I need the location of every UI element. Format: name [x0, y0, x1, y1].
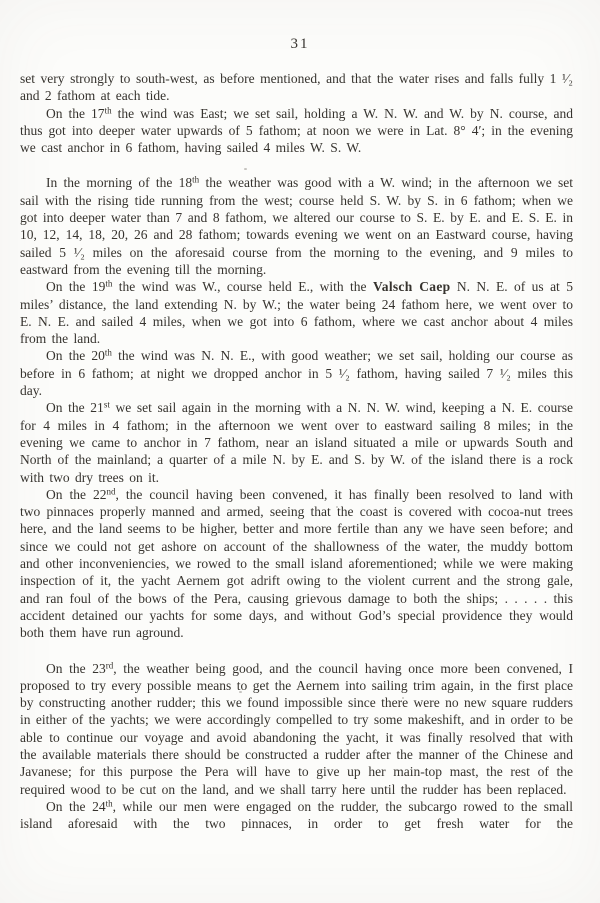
text-run: , while our men were engaged on the rudder, the subcargo rowed to the small island aforesaid with the two pinnaces, in order to get fresh water for the — [20, 798, 573, 832]
scan-speck — [336, 506, 338, 508]
ordinal-superscript: th — [105, 278, 113, 289]
ordinal-superscript: nd — [106, 486, 116, 497]
paragraph-22nd — [20, 486, 573, 642]
ordinal-superscript: th — [105, 798, 113, 809]
paragraph-17th — [20, 105, 573, 157]
ordinal-superscript: th — [104, 347, 112, 358]
text-run: On the 22 — [46, 486, 107, 502]
paragraph-19th — [20, 278, 573, 347]
paragraph-continuation — [20, 70, 573, 105]
scan-speck — [244, 168, 247, 170]
page-number: 31 — [290, 36, 310, 52]
place-name-bold: Valsch Caep — [372, 279, 451, 295]
text-run: On the 23 — [46, 660, 106, 676]
text-run: N. N. E. of us at 5 miles’ distance, the land extending N. by W.; the water being 24 fathom here, we went over to E. N. E. and sailed 4 miles, when we got into 6 fathom, where we cast anchor about 4 miles from the land. — [20, 279, 573, 347]
text-run: In the morning of the 18 — [46, 175, 193, 191]
text-run: On the 21 — [46, 400, 104, 416]
text-run: On the 19 — [46, 279, 106, 295]
scan-speck — [239, 691, 242, 693]
page-body — [20, 70, 573, 832]
ordinal-superscript: rd — [105, 660, 114, 670]
text-run: we set sail again in the morning with a N. N. W. wind, keeping a N. E. course for 4 miles in 4 fathom; in the afternoon we went over to eastward sailing 8 miles; in the evening we came to anchor in 7 fathom, near an island situated a mile or upwards South and North of the mainland; a quarter of a mile N. by E. and S. by W. of the island there is a rock with two dry trees on it. — [20, 400, 573, 485]
text-run: On the 24 — [46, 798, 106, 814]
text-run: On the 20 — [46, 348, 105, 364]
ordinal-superscript: th — [192, 174, 200, 185]
paragraph-24th — [20, 798, 573, 833]
text-run: the weather was good with a W. wind; in the afternoon we set sail with the rising tide running from the west; course held S. W. by S. in 6 fathom; when we got into deeper water than 7 and 8 fathom, we altered our course to S. E. by E. and E. S. E. in 10, 12, 14, 18, 20, 26 and 28 fathom; towards evening we went on an Eastward course, having sailed 5 ¹⁄₂ miles on the aforesaid course from the morning to the evening, and 9 miles to eastward from the evening till the morning. — [20, 175, 573, 277]
scan-speck — [402, 697, 404, 699]
paragraph-21st — [20, 399, 573, 485]
text-run: On the 17 — [46, 105, 105, 121]
text-run: the wind was W., course held E., with the — [112, 279, 373, 295]
ordinal-superscript: th — [104, 105, 112, 116]
text-run: , the council having been convened, it has finally been resolved to land with two pinnaces properly manned and armed, seeing that the coast is covered with cocoa-nut trees here, and the land seems to be higher, better and more fertile than any we have seen before; and since we could not get ashore on account of the shallowness of the water, the muddy bottom and other inconveniencies, we rowed to the small island aforementioned; while we were making inspection of it, the yacht Aernem got adrift owing to the violent current and the strong gale, and ran foul of the bows of the Pera, causing grievous damage to both the ships; . . . . . this accident detained our yachts for some days, and without God’s special providence they would both them have run aground. — [20, 486, 573, 641]
text-run: the wind was N. N. E., with good weather; we set sail, holding our course as before in 6 fathom; at night we dropped anchor in 5 ¹⁄₂ fathom, having sailed 7 ¹⁄₂ miles this day. — [20, 348, 573, 399]
paragraph-23rd — [20, 660, 573, 798]
text-run: set very strongly to south-west, as before mentioned, and that the water rises and falls fully 1 ¹⁄₂ and 2 fathom at each tide. — [20, 71, 573, 104]
ordinal-superscript: st — [103, 399, 110, 410]
text-run: the wind was East; we set sail, holding a W. N. W. and W. by N. course, and thus got into deeper water upwards of 5 fathom; at noon we were in Lat. 8° 4′; in the evening we cast anchor in 6 fathom, having sailed 4 miles W. S. W. — [20, 105, 573, 156]
paragraph-18th — [20, 174, 573, 278]
text-run: , the weather being good, and the council having once more been convened, I proposed to try every possible means to get the Aernem into sailing trim again, in the first place by constructing another rudder; this we found impossible since there were no new square rudders in either of the yachts; we were accordingly compelled to try some makeshift, and in order to be able to continue our voyage and avoid abandoning the yacht, it was finally resolved that with the available materials there should be constructed a rudder after the manner of the Chinese and Javanese; for this purpose the Pera will have to give up her main-top mast, the rest of the required wood to be cut on the land, and we shall tarry here until the rudder has been replaced. — [20, 660, 573, 797]
paragraph-20th — [20, 347, 573, 399]
